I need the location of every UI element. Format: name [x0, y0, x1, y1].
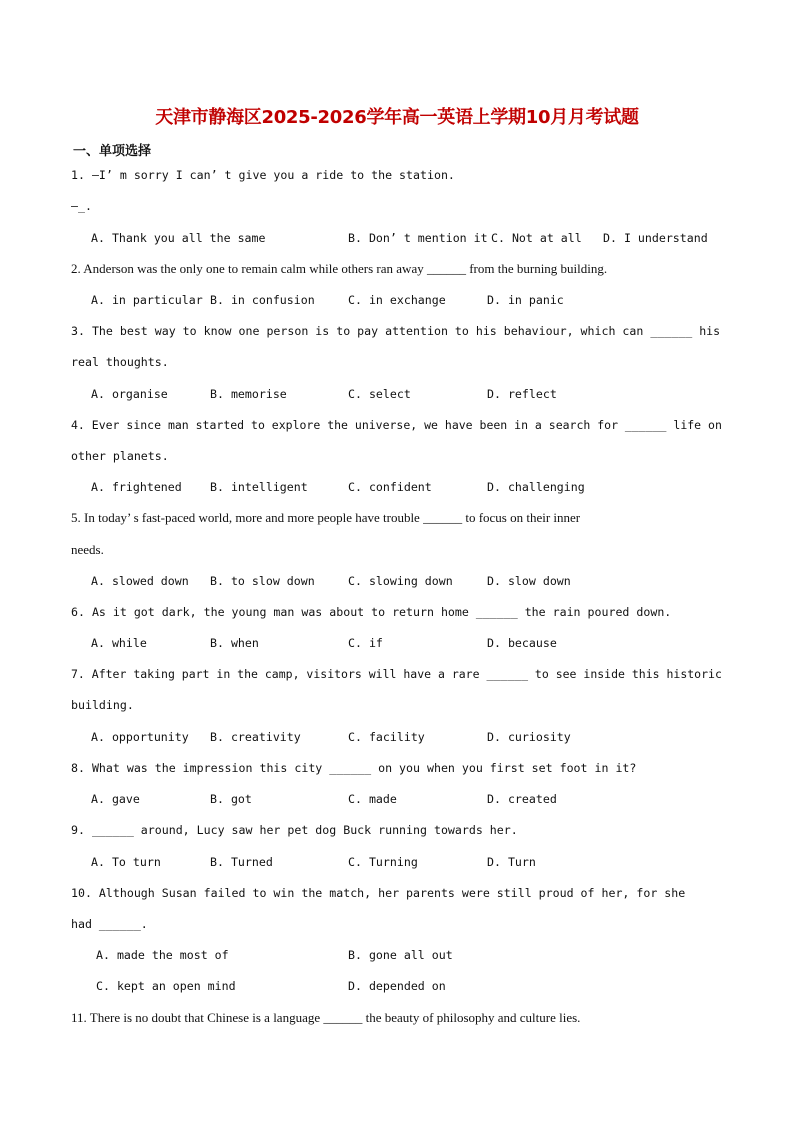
- question-5-stem: 5. In today’ s fast-paced world, more and more people have trouble ______ to focus on their inner: [71, 510, 581, 525]
- question-4-stem-cont: other planets.: [71, 449, 169, 463]
- question-6-stem: 6. As it got dark, the young man was about to return home ______ the rain poured down.: [71, 605, 672, 619]
- question-3-option-d: D. reflect: [487, 387, 557, 401]
- question-1-reply: —_.: [71, 199, 92, 213]
- question-10-option-b: B. gone all out: [348, 948, 453, 962]
- question-7-option-c: C. facility: [348, 730, 425, 744]
- page-title: 天津市静海区2025-2026学年高一英语上学期10月月考试题: [155, 107, 639, 128]
- question-8-stem: 8. What was the impression this city ______ on you when you first set foot in it?: [71, 761, 637, 775]
- question-5-option-a: A. slowed down: [91, 574, 189, 588]
- question-10-stem-cont: had ______.: [71, 917, 148, 931]
- question-3-stem-cont: real thoughts.: [71, 355, 169, 369]
- question-10-stem: 10. Although Susan failed to win the match, her parents were still proud of her, for she: [71, 886, 686, 900]
- section-heading: 一、单项选择: [73, 144, 152, 159]
- question-4-option-d: D. challenging: [487, 480, 585, 494]
- question-3-option-c: C. select: [348, 387, 411, 401]
- question-7-stem: 7. After taking part in the camp, visitors will have a rare ______ to see inside this historic: [71, 667, 722, 681]
- question-8-option-d: D. created: [487, 792, 557, 806]
- question-4-option-b: B. intelligent: [210, 480, 308, 494]
- question-2-option-b: B. in confusion: [210, 293, 315, 307]
- question-4-option-c: C. confident: [348, 480, 432, 494]
- question-7-option-a: A. opportunity: [91, 730, 189, 744]
- question-6-option-a: A. while: [91, 636, 147, 650]
- question-8-option-a: A. gave: [91, 792, 140, 806]
- question-2-option-d: D. in panic: [487, 293, 564, 307]
- question-7-stem-cont: building.: [71, 698, 134, 712]
- question-6-option-b: B. when: [210, 636, 259, 650]
- question-5-option-b: B. to slow down: [210, 574, 315, 588]
- question-4-stem: 4. Ever since man started to explore the universe, we have been in a search for ______ life on: [71, 418, 722, 432]
- question-9-option-c: C. Turning: [348, 855, 418, 869]
- question-1-option-a: A. Thank you all the same: [91, 231, 266, 245]
- question-7-option-d: D. curiosity: [487, 730, 571, 744]
- question-8-option-c: C. made: [348, 792, 397, 806]
- question-6-option-c: C. if: [348, 636, 383, 650]
- question-4-option-a: A. frightened: [91, 480, 182, 494]
- question-2-option-a: A. in particular: [91, 293, 203, 307]
- question-10-option-d: D. depended on: [348, 979, 446, 993]
- question-1-stem: 1. —I’ m sorry I can’ t give you a ride to the station.: [71, 168, 455, 182]
- question-9-option-a: A. To turn: [91, 855, 161, 869]
- question-11-stem: 11. There is no doubt that Chinese is a language ______ the beauty of philosophy and culture lies.: [71, 1010, 581, 1025]
- question-8-option-b: B. got: [210, 792, 252, 806]
- question-2-option-c: C. in exchange: [348, 293, 446, 307]
- question-1-option-b: B. Don’ t mention it: [348, 231, 488, 245]
- question-5-option-c: C. slowing down: [348, 574, 453, 588]
- question-3-stem: 3. The best way to know one person is to pay attention to his behaviour, which can ______ his: [71, 324, 721, 338]
- question-10-option-c: C. kept an open mind: [96, 979, 236, 993]
- question-2-stem: 2. Anderson was the only one to remain calm while others ran away ______ from the burning building.: [71, 261, 608, 276]
- question-5-option-d: D. slow down: [487, 574, 571, 588]
- question-1-option-d: D. I understand: [603, 231, 708, 245]
- question-3-option-a: A. organise: [91, 387, 168, 401]
- question-9-stem: 9. ______ around, Lucy saw her pet dog Buck running towards her.: [71, 823, 518, 837]
- question-3-option-b: B. memorise: [210, 387, 287, 401]
- question-9-option-b: B. Turned: [210, 855, 273, 869]
- question-9-option-d: D. Turn: [487, 855, 536, 869]
- question-6-option-d: D. because: [487, 636, 557, 650]
- question-5-stem-cont: needs.: [71, 542, 104, 557]
- question-1-option-c: C. Not at all: [491, 231, 582, 245]
- question-7-option-b: B. creativity: [210, 730, 301, 744]
- question-10-option-a: A. made the most of: [96, 948, 229, 962]
